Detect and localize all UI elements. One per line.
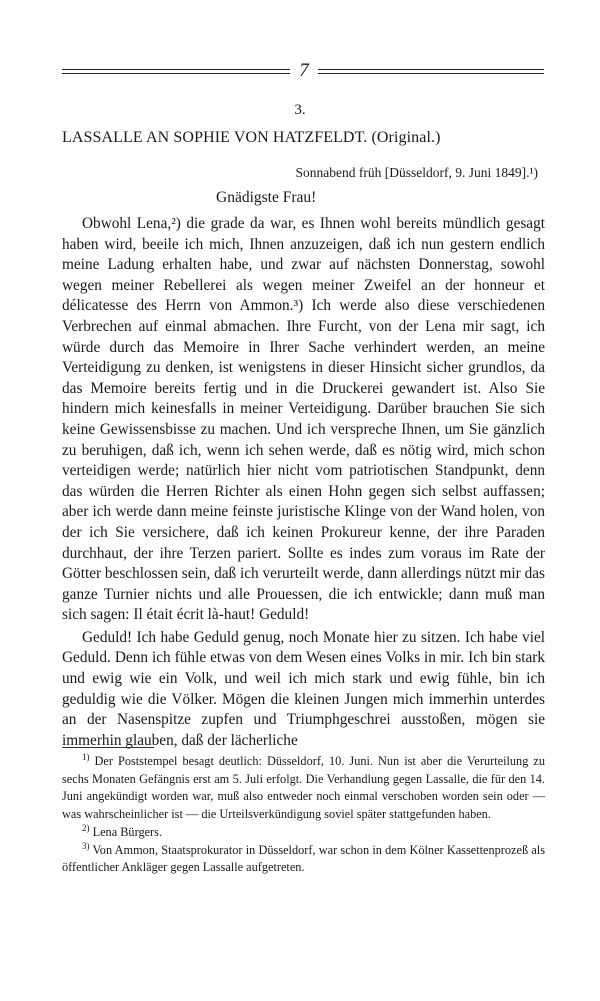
- footnote: [62, 824, 545, 842]
- footnote: [62, 842, 545, 877]
- footnote-text: Von Ammon, Staatsprokurator in Düsseldorf, war schon in dem Kölner Kassettenprozeß als öffentlicher Ankläger gegen Lassalle aufgetreten.: [62, 842, 545, 875]
- footnote-text: Der Poststempel besagt deutlich: Düsseldorf, 10. Juni. Nun ist aber die Verurteilung zu sechs Monaten Gefängnis erst am 5. Juli erfolgt. Die Verhandlung gegen Lassalle, die für den 14. Juni angekündigt worden war, muß also entweder noch einmal verschoben worden sein oder — was wahrscheinlicher ist — die Urteilsverkündigung soviel später stattgefunden haben.: [62, 754, 545, 822]
- footnote-mark: 2): [82, 822, 90, 833]
- footnote-mark: 1): [82, 751, 90, 762]
- footnote: [62, 753, 545, 824]
- header-rule-right: [318, 69, 544, 74]
- footnotes: [62, 753, 545, 877]
- body-paragraph: Geduld! Ich habe Geduld genug, noch Monate hier zu sitzen. Ich habe viel Geduld. Denn ich fühle etwas von dem Wesen eines Volks in mir. Ich bin stark und ewig wie ein Volk, und weil ich mich stark und ewig fühle, bin ich geduldig wie die Völker. Mögen die kleinen Jungen mich immerhin unterdes an der Nasenspitze zupfen und Triumphgeschrei ausstoßen, mögen sie immerhin glauben, daß der lächerliche: [62, 628, 545, 749]
- header-rule-left: [62, 69, 290, 74]
- running-header: [62, 62, 544, 82]
- footnote-text: Lena Bürgers.: [92, 824, 163, 839]
- date-line: Sonnabend früh [Düsseldorf, 9. Juni 1849].¹): [295, 165, 538, 180]
- footnote-rule: [62, 747, 154, 748]
- page-number: 7: [299, 60, 309, 81]
- document-title: LASSALLE AN SOPHIE VON HATZFELDT. (Original.): [62, 129, 441, 146]
- salutation: Gnädigste Frau!: [216, 189, 317, 206]
- body-paragraph: Obwohl Lena,²) die grade da war, es Ihnen wohl bereits mündlich gesagt haben wird, beeile ich mich, Ihnen anzuzeigen, daß ich nun gestern endlich meine Ladung erhalten habe, und zwar auf nächsten Donnerstag, sowohl wegen meiner Rebellerei als wegen meiner Zweifel an der honneur et délicatesse des Herrn von Ammon.³) Ich werde also diese verschiedenen Verbrechen auf einmal abmachen. Ihre Furcht, von der Lena mir sagt, ich würde durch das Memoire in Ihrer Sache verhindert werden, an meine Verteidigung zu denken, ist wenigstens in dieser Hinsicht sicher grundlos, da das Memoire bereits fertig und in die Druckerei gewandert ist. Also Sie hindern mich keinesfalls in meiner Verteidigung. Darüber brauchen Sie sich keine Gewissensbisse zu machen. Und ich verspreche Ihnen, um Sie gänzlich zu beruhigen, daß ich, wenn ich sehen werde, daß es nötig wird, mich schon verteidigen werde; natürlich hier nicht vom patriotischen Standpunkt, denn das würden die Herren Richter als einen Hohn gegen sich selbst auffassen; aber ich werde dann meine feinste juristische Klinge von der Wand holen, von der ich Sie versichere, daß ich keinen Prokureur kenne, der ihre Paraden durchhaut, der ihre Terzen pariert. Sollte es indes zum voraus im Rate der Götter beschlossen sein, daß ich verurteilt werde, dann allerdings nützt mir das ganze Turnier nichts und alle Prouessen, die ich entwickle; dann muß man sich sagen: Il était écrit là-haut! Geduld!: [62, 215, 545, 624]
- footnote-mark: 3): [82, 840, 90, 851]
- letter-body: [62, 214, 545, 751]
- document-number: 3.: [294, 102, 306, 118]
